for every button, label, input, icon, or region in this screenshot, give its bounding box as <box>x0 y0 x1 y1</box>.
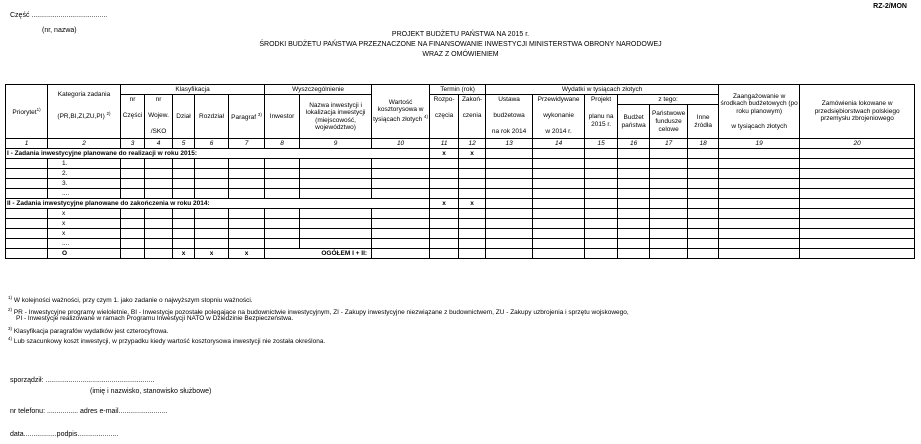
header-budget: Budżet państwa <box>618 105 650 139</box>
header-parts: Części <box>121 105 145 127</box>
budget-table <box>5 84 915 259</box>
header-expenses: Wydatki w tysiącach złotych <box>486 85 719 95</box>
header-description: Wyszczególnienie <box>265 85 372 95</box>
header-ustawa3: na rok 2014 <box>486 127 533 139</box>
part-field: Część ....................................... <box>10 12 108 19</box>
header-end2: czenia <box>459 105 486 127</box>
header-projekt2: planu na 2015 r. <box>585 105 618 139</box>
footnote-2-cont: PI - Inwestycje realizowane w ramach Programu Inwestycji NATO w Dziedzinie Bezpieczeństwa. <box>16 315 294 322</box>
table-row: .... <box>6 239 915 249</box>
header-przew: Przewidywane <box>533 95 585 105</box>
header-ustawa2: budżetowa <box>486 105 533 127</box>
table-row: x <box>6 209 915 219</box>
date-signature-field: data.................podpis..................... <box>10 431 119 438</box>
header-term: Termin (rok) <box>430 85 486 95</box>
prepared-by-caption: (imię i nazwisko, stanowisko służbowe) <box>90 388 212 395</box>
title-line-3: WRAZ Z OMÓWIENIEM <box>422 51 499 58</box>
table-row: x <box>6 219 915 229</box>
total-label: OGÓŁEM I + II: <box>265 249 372 259</box>
header-rozdzial: Rozdział <box>195 95 229 139</box>
footnote-1: $^{1)}$ W kolejności ważności, przy czym 1. jako zadanie o najwyższym stopniu ważności. <box>8 295 253 305</box>
column-numbers-row: 1 2 3 4 5 6 7 8 9 10 11 12 13 14 15 16 17 18 19 20 <box>6 139 915 149</box>
header-end: Zakoń- <box>459 95 486 105</box>
title-line-2: ŚRODKI BUDŻETU PAŃSTWA PRZEZNACZONE NA FINANSOWANIE INWESTYCJI MINISTERSTWA OBRONY NARODOWEJ <box>259 41 662 48</box>
section1-header-row: I - Zadania inwestycyjne planowane do realizacji w roku 2015: x x <box>6 149 915 159</box>
header-other: Inne źródła <box>688 105 719 139</box>
footnote-4: $^{4)}$ Lub szacunkowy koszt inwestycji, w przypadku kiedy wartość kosztorysowa inwestycji nie została określona. <box>8 336 326 346</box>
header-inwestor: Inwestor <box>265 95 300 139</box>
header-funds: Państwowe fundusze celowe <box>650 105 688 139</box>
header-commitment: Zaangażowanie w środkach budżetowych (po roku planowym) w tysiącach złotych <box>719 85 800 139</box>
header-of-which: z tego: <box>618 95 719 105</box>
header-ustawa: Ustawa <box>486 95 533 105</box>
part-caption: (nr, nazwa) <box>42 27 77 34</box>
header-start2: częcia <box>430 105 459 127</box>
header-nr2: nr <box>145 95 173 105</box>
header-start: Rozpo- <box>430 95 459 105</box>
footnote-3: $^{3)}$ Klasyfikacja paragrafów wydatków jest czterocyfrowa. <box>8 326 169 336</box>
section1-title: I - Zadania inwestycyjne planowane do realizacji w roku 2015: <box>6 149 430 159</box>
header-category: Kategoria zadania <box>48 85 121 105</box>
header-projekt: Projekt <box>585 95 618 105</box>
header-classification: Klasyfikacja <box>121 85 265 95</box>
form-code: RZ-2/MON <box>873 3 907 10</box>
table-row: x <box>6 229 915 239</box>
phone-email-field: nr telefonu: ................ adres e-mail......................... <box>10 408 168 415</box>
header-nr: nr <box>121 95 145 105</box>
header-name: Nazwa inwestycji i lokalizacja inwestycji (miejscowość, województwo) <box>300 95 372 139</box>
header-wojew: Wojew. <box>145 105 173 127</box>
table-row: 2. <box>6 169 915 179</box>
header-dzial: Dział <box>173 95 195 139</box>
total-row: O x x x OGÓŁEM I + II: <box>6 249 915 259</box>
header-sko: /SKO <box>145 127 173 139</box>
table-row: 3. <box>6 179 915 189</box>
table-row: .... <box>6 189 915 199</box>
header-przew3: w 2014 r. <box>533 127 585 139</box>
section2-header-row: II - Zadania inwestycyjne planowane do zakończenia w roku 2014: x x <box>6 199 915 209</box>
header-orders: Zamówienia lokowane w przedsiębiorstwach polskiego przemysłu zbrojeniowego <box>800 85 915 139</box>
section2-title: II - Zadania inwestycyjne planowane do zakończenia w roku 2014: <box>6 199 430 209</box>
prepared-by-field: sporządził: ........................................................ <box>10 377 155 384</box>
table-row: 1. <box>6 159 915 169</box>
header-value: Wartość kosztorysowa w tysiącach złotych $^{4)}$ <box>372 85 430 139</box>
title-line-1: PROJEKT BUDŻETU PAŃSTWA NA 2015 r. <box>391 31 530 38</box>
header-category-codes: (PR,BI,ZI,ZU,PI) $^{2)}$ <box>48 105 121 127</box>
header-priority: Priorytet$^{1)}$ <box>6 85 48 139</box>
footnote-2: $^{2)}$ PR - Inwestycyjne programy wieloletnie, BI - Inwestycje pozostałe polegające na budownictwie inwestycyjnym, ZI - Zakupy inwestycyjne niezwiązane z budownictwem, ZU - Zakupy uzbrojenia i sprzętu wojskowego, <box>8 307 629 317</box>
header-przew2: wykonanie <box>533 105 585 127</box>
header-paragraf: Paragraf $^{3)}$ <box>229 95 265 139</box>
